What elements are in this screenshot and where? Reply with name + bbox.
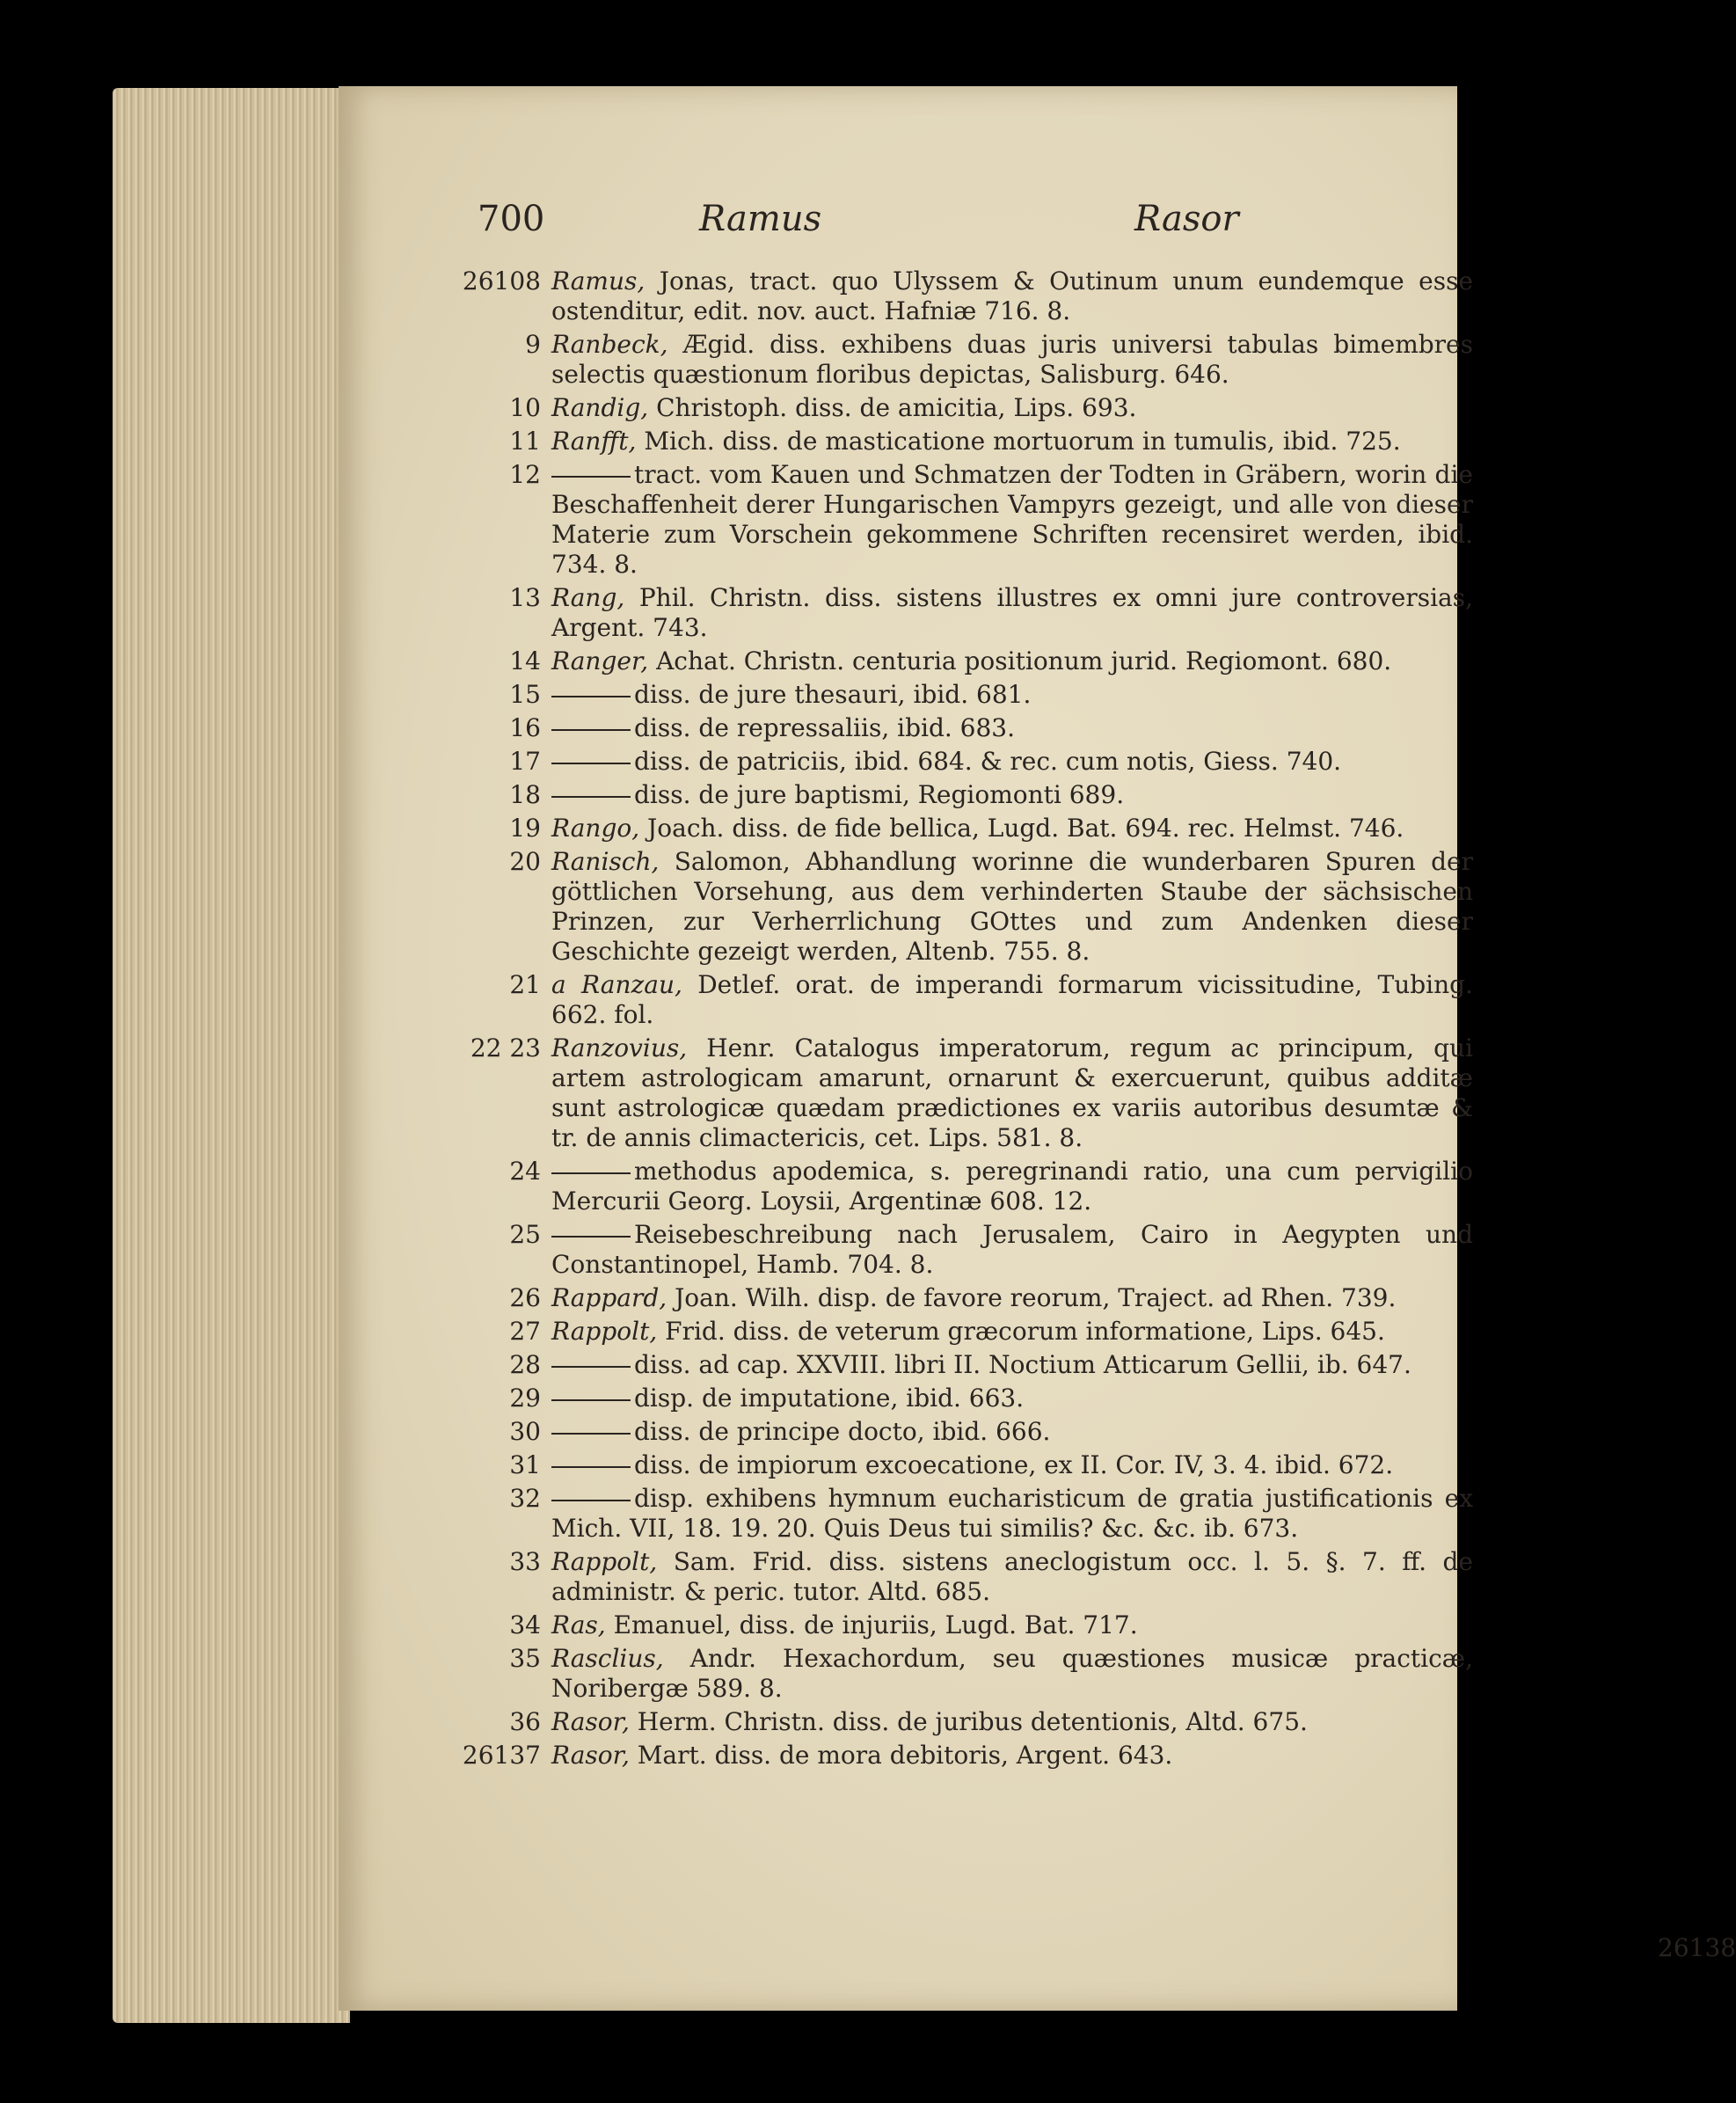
entry-list	[444, 267, 1473, 1774]
entry-text	[551, 427, 1473, 456]
entry-description: Phil. Christn. diss. sistens illustres ex omni jure controversias, Argent. 743.	[551, 583, 1473, 642]
entry-text	[551, 680, 1473, 710]
list-item	[444, 1220, 1473, 1280]
list-item	[444, 680, 1473, 710]
entry-text	[551, 330, 1473, 390]
entry-number: 31	[509, 1450, 541, 1479]
list-item	[444, 1484, 1473, 1544]
page-number: 700	[478, 199, 545, 239]
entry-number: 33	[509, 1547, 541, 1576]
repeat-dash	[551, 1172, 631, 1174]
repeat-dash	[551, 1466, 631, 1468]
list-item	[444, 1417, 1473, 1447]
entry-author: Ranfft,	[551, 427, 637, 456]
list-item	[444, 1450, 1473, 1480]
list-item	[444, 713, 1473, 743]
entry-number: 12	[509, 460, 541, 489]
repeat-dash	[551, 729, 631, 731]
entry-description: disp. de imputatione, ibid. 663.	[634, 1384, 1025, 1413]
entry-number: 34	[509, 1610, 541, 1639]
entry-author: Ranger,	[551, 646, 649, 675]
entry-description: diss. de repressaliis, ibid. 683.	[634, 713, 1016, 742]
list-item	[444, 583, 1473, 643]
entry-number: 22 23	[470, 1033, 541, 1062]
list-item	[444, 814, 1473, 843]
entry-text	[551, 1547, 1473, 1607]
entry-number: 21	[509, 970, 541, 999]
list-item	[444, 1317, 1473, 1347]
entry-author: Rasclius,	[551, 1644, 664, 1673]
entry-text	[551, 1484, 1473, 1544]
repeat-dash	[551, 1366, 631, 1368]
entry-number: 30	[509, 1417, 541, 1446]
entry-author: Ranbeck,	[551, 330, 668, 359]
entry-text	[551, 1384, 1473, 1413]
entry-text	[551, 1450, 1473, 1480]
list-item	[444, 1610, 1473, 1640]
entry-description: tract. vom Kauen und Schmatzen der Todten in Gräbern, worin die Beschaffenheit derer Hungarischen Vampyrs gezeigt, und alle von dieser Materie zum Vorschein gekommene Schriften recensiret werden, ibid. 734. 8.	[551, 460, 1473, 579]
entry-number: 16	[509, 713, 541, 742]
entry-text	[551, 1350, 1473, 1380]
list-item	[444, 1547, 1473, 1607]
entry-number: 26137	[462, 1741, 541, 1770]
repeat-dash	[551, 796, 631, 798]
catchword: 26138	[1658, 1933, 1736, 1962]
entry-text	[551, 1707, 1473, 1737]
list-item	[444, 970, 1473, 1030]
repeat-dash	[551, 476, 631, 478]
entry-description: Henr. Catalogus imperatorum, regum ac principum, qui artem astrologicam amarunt, ornarunt & exercuerunt, quibus additæ sunt astrologicæ quædam prædictiones ex variis autoribus desumtæ & tr. de annis climactericis, cet. Lips. 581. 8.	[551, 1033, 1474, 1152]
entry-text	[551, 780, 1473, 810]
entry-text	[551, 1033, 1473, 1153]
list-item	[444, 747, 1473, 777]
entry-number: 32	[509, 1484, 541, 1513]
entry-text	[551, 1644, 1473, 1704]
list-item	[444, 1644, 1473, 1704]
entry-number: 15	[509, 680, 541, 709]
page-header	[339, 199, 1457, 269]
entry-description: Sam. Frid. diss. sistens aneclogistum occ. l. 5. §. 7. ff. de administr. & peric. tutor. Altd. 685.	[551, 1547, 1473, 1606]
entry-description: Mart. diss. de mora debitoris, Argent. 643.	[637, 1741, 1173, 1770]
entry-number: 29	[509, 1384, 541, 1413]
entry-description: Jonas, tract. quo Ulyssem & Outinum unum eundemque esse ostenditur, edit. nov. auct. Hafniæ 716. 8.	[551, 267, 1474, 325]
entry-description: Achat. Christn. centuria positionum jurid. Regiomont. 680.	[656, 646, 1392, 675]
entry-author: Randig,	[551, 393, 649, 422]
entry-description: Emanuel, diss. de injuriis, Lugd. Bat. 717.	[613, 1610, 1138, 1639]
entry-number: 17	[509, 747, 541, 776]
entry-number: 13	[509, 583, 541, 612]
entry-text	[551, 1610, 1473, 1640]
list-item	[444, 646, 1473, 676]
entry-description: Joach. diss. de fide bellica, Lugd. Bat. 694. rec. Helmst. 746.	[647, 814, 1404, 843]
entry-text	[551, 1741, 1473, 1771]
list-item	[444, 460, 1473, 580]
running-head-left: Ramus	[699, 199, 822, 239]
entry-text	[551, 393, 1473, 423]
list-item	[444, 780, 1473, 810]
entry-number: 20	[509, 847, 541, 876]
list-item	[444, 847, 1473, 967]
entry-description: diss. de principe docto, ibid. 666.	[634, 1417, 1051, 1446]
entry-description: Herm. Christn. diss. de juribus detentionis, Altd. 675.	[637, 1707, 1308, 1736]
entry-author: Rang,	[551, 583, 625, 612]
entry-text	[551, 646, 1473, 676]
entry-text	[551, 747, 1473, 777]
entry-author: Rappard,	[551, 1283, 667, 1312]
entry-number: 28	[509, 1350, 541, 1379]
entry-text	[551, 1417, 1473, 1447]
list-item	[444, 1283, 1473, 1313]
entry-number: 14	[509, 646, 541, 675]
entry-description: Christoph. diss. de amicitia, Lips. 693.	[656, 393, 1137, 422]
entry-description: diss. ad cap. XXVIII. libri II. Noctium Atticarum Gellii, ib. 647.	[634, 1350, 1411, 1379]
entry-number: 26	[509, 1283, 541, 1312]
entry-author: Rasor,	[551, 1707, 630, 1736]
entry-description: disp. exhibens hymnum eucharisticum de gratia justificationis ex Mich. VII, 18. 19. 20. Quis Deus tui similis? &c. &c. ib. 673.	[551, 1484, 1473, 1543]
repeat-dash	[551, 696, 631, 697]
entry-number: 27	[509, 1317, 541, 1346]
entry-description: Detlef. orat. de imperandi formarum vicissitudine, Tubing. 662. fol.	[551, 970, 1473, 1029]
repeat-dash	[551, 1236, 631, 1238]
entry-description: Frid. diss. de veterum græcorum informatione, Lips. 645.	[665, 1317, 1385, 1346]
book-page	[339, 86, 1736, 2011]
entry-text	[551, 583, 1473, 643]
entry-author: Ramus,	[551, 267, 646, 296]
entry-description: Reisebeschreibung nach Jerusalem, Cairo in Aegypten und Constantinopel, Hamb. 704. 8.	[551, 1220, 1473, 1279]
list-item	[444, 1741, 1473, 1771]
entry-description: Joan. Wilh. disp. de favore reorum, Traject. ad Rhen. 739.	[675, 1283, 1397, 1312]
entry-text	[551, 267, 1473, 326]
entry-number: 24	[509, 1157, 541, 1186]
list-item	[444, 427, 1473, 456]
repeat-dash	[551, 1500, 631, 1501]
entry-number: 36	[509, 1707, 541, 1736]
entry-number: 35	[509, 1644, 541, 1673]
entry-author: Rappolt,	[551, 1317, 658, 1346]
list-item	[444, 1157, 1473, 1216]
entry-description: Ægid. diss. exhibens duas juris universi tabulas bimembres selectis quæstionum floribus depictas, Salisburg. 646.	[551, 330, 1473, 389]
entry-number: 10	[509, 393, 541, 422]
entry-text	[551, 814, 1473, 843]
entry-description: methodus apodemica, s. peregrinandi ratio, una cum pervigilio Mercurii Georg. Loysii, Argentinæ 608. 12.	[551, 1157, 1473, 1216]
entry-text	[551, 847, 1473, 967]
entry-number: 26108	[462, 267, 541, 296]
entry-description: diss. de impiorum excoecatione, ex II. Cor. IV, 3. 4. ibid. 672.	[634, 1450, 1394, 1479]
entry-author: Ranzovius,	[551, 1033, 688, 1062]
entry-description: Mich. diss. de masticatione mortuorum in tumulis, ibid. 725.	[644, 427, 1401, 456]
entry-description: diss. de jure baptismi, Regiomonti 689.	[634, 780, 1125, 809]
entry-author: Ras,	[551, 1610, 606, 1639]
entry-description: diss. de patriciis, ibid. 684. & rec. cum notis, Giess. 740.	[634, 747, 1342, 776]
entry-author: Rappolt,	[551, 1547, 658, 1576]
entry-description: Andr. Hexachordum, seu quæstiones musicæ practicæ, Noribergæ 589. 8.	[551, 1644, 1473, 1703]
list-item	[444, 1033, 1473, 1153]
entry-text	[551, 1283, 1473, 1313]
list-item	[444, 330, 1473, 390]
entry-text	[551, 1157, 1473, 1216]
page-edges	[113, 88, 350, 2023]
entry-number: 19	[509, 814, 541, 843]
list-item	[444, 267, 1473, 326]
entry-author: Ranisch,	[551, 847, 660, 876]
repeat-dash	[551, 1433, 631, 1435]
entry-author: Rango,	[551, 814, 640, 843]
entry-text	[551, 970, 1473, 1030]
entry-text	[551, 460, 1473, 580]
entry-number: 18	[509, 780, 541, 809]
running-head-right: Rasor	[1134, 199, 1239, 239]
repeat-dash	[551, 763, 631, 764]
entry-author: a Ranzau,	[551, 970, 682, 999]
entry-description: Salomon, Abhandlung worinne die wunderbaren Spuren der göttlichen Vorsehung, aus dem verhinderten Staube der sächsischen Prinzen, zur Verherrlichung GOttes und zum Andenken dieser Geschichte gezeigt werden, Altenb. 755. 8.	[551, 847, 1473, 966]
list-item	[444, 393, 1473, 423]
entry-text	[551, 713, 1473, 743]
entry-description: diss. de jure thesauri, ibid. 681.	[634, 680, 1032, 709]
entry-number: 11	[509, 427, 541, 456]
entry-text	[551, 1317, 1473, 1347]
list-item	[444, 1384, 1473, 1413]
list-item	[444, 1350, 1473, 1380]
entry-author: Rasor,	[551, 1741, 630, 1770]
entry-text	[551, 1220, 1473, 1280]
entry-number: 25	[509, 1220, 541, 1249]
list-item	[444, 1707, 1473, 1737]
repeat-dash	[551, 1399, 631, 1401]
entry-number: 9	[525, 330, 541, 359]
